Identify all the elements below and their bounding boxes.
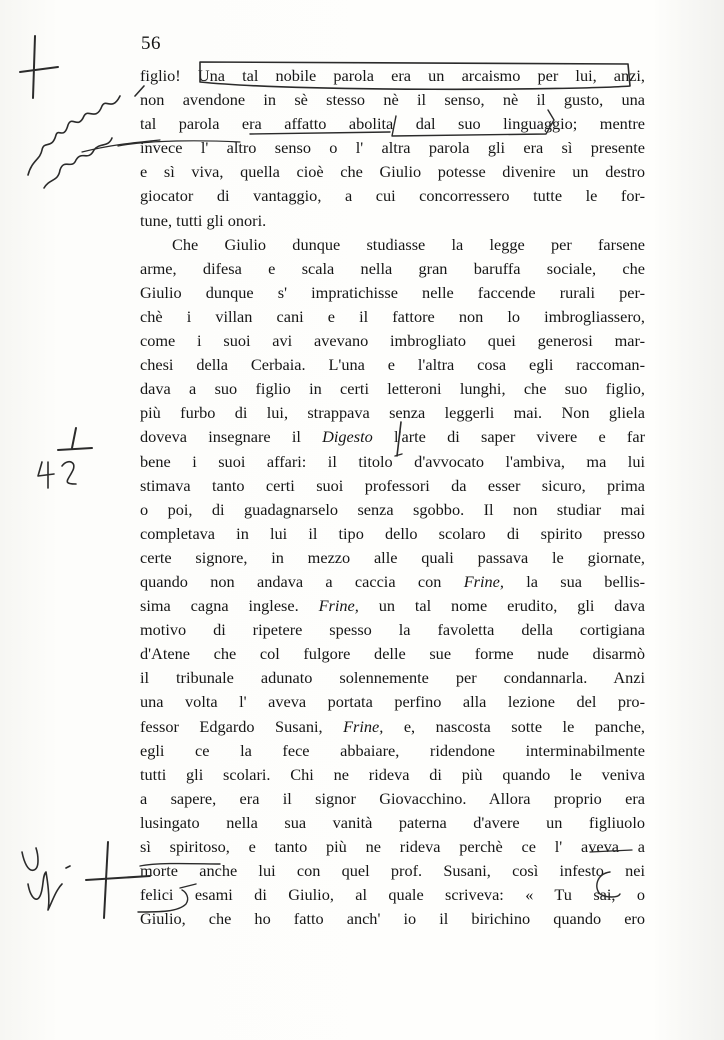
text-line: come i suoi avi avevano imbrogliato quei generosi mar- [140,331,645,351]
text-line: quando non andava a caccia con Frine, la sua bellis- [140,571,646,591]
text-line: bene i suoi affari: il titolo d'avvocato l'ambiva, ma lui [140,451,645,471]
text-line: arme, difesa e scala nella gran baruffa sociale, che [140,258,645,278]
text-line: figlio! Una tal nobile parola era un arcaismo per lui, anzi, [140,66,645,85]
margin-perpendicular-mark [58,428,92,450]
body-text [140,64,645,931]
margin-cross-mark-top-bar [20,67,58,72]
text-line: doveva insegnare il Digesto l'arte di saper vivere e far [140,427,645,447]
text-line: dava a suo figlio in certi letteroni lunghi, che suo figlio, [140,379,645,399]
text-line: egli ce la fece abbaiare, ridendone interminabilmente [140,740,645,760]
margin-scribble-bottom-1 [22,848,38,870]
text-line: motivo di ripetere spesso la favoletta della cortigiana [140,620,645,640]
text-line: Giulio dunque s' impratichisse nelle faccende rurali per- [140,282,645,302]
text-line: fessor Edgardo Susani, Frine, e, nascosta sotte le panche, [140,716,645,736]
margin-scribble-bottom-2 [28,866,70,910]
page-number: 56 [141,33,161,54]
text-line: tal parola era affatto abolita dal suo linguaggio; mentre [140,114,645,134]
text-line: o poi, di guadagnarselo senza sgobbo. Il non studiar mai [140,499,645,519]
margin-note-42 [38,462,76,488]
text-line: non avendone in sè stesso nè il senso, nè il gusto, una [140,90,645,110]
text-line: giocator di vantaggio, a cui concorressero tutte le for- [140,186,645,206]
text-line: a sapere, era il signor Giovacchino. Allora proprio era [140,788,645,808]
margin-scribble-top [28,96,120,175]
text-line: felici esami di Giulio, al quale scriveva: « Tu sai, o [140,885,645,905]
text-line: tune, tutti gli onori. [140,210,267,230]
text-line: sima cagna inglese. Frine, un tal nome erudito, gli dava [140,596,646,616]
text-line: stimava tanto certi suoi professori da esser sicuro, prima [140,475,645,495]
text-line: morte anche lui con quel prof. Susani, così infesto nei [140,861,645,881]
margin-scribble-top-2 [44,138,112,188]
text-line: Giulio, che ho fatto anch' io il birichino quando ero [140,909,645,929]
text-line: d'Atene che col fulgore delle sue forme nude disarmò [140,644,645,664]
margin-cross-mark-bottom [104,842,108,918]
text-line: lusingato nella sua vanità paterna d'avere un figliuolo [140,812,645,832]
text-line: certe signore, in mezzo alle quali passava le giornate, [140,547,645,567]
text-line: chè i villan cani e il fattore non lo imbrogliassero, [140,306,645,326]
text-line: il tribunale adunato solennemente per condannarla. Anzi [140,668,645,688]
text-line: tutti gli scolari. Chi ne rideva di più quando le veniva [140,764,645,784]
text-line: una volta l' aveva portata perfino alla lezione del pro- [140,692,645,712]
margin-cross-mark-top [33,36,35,98]
text-line: e sì viva, quella cioè che Giulio potesse divenire un destro [140,162,645,182]
text-line: chesi della Cerbaia. L'una e l'altra cosa egli raccoman- [140,355,645,375]
text-line: più furbo di lui, strappava senza leggerli mai. Non gliela [140,403,645,423]
text-line: invece l' altro senso o l' altra parola gli era sì presente [140,138,645,158]
text-line: sì spiritoso, e tanto più ne rideva perchè ce l' aveva a [140,837,645,856]
text-line: Che Giulio dunque studiasse la legge per farsene [172,234,645,254]
text-line: completava in lui il tipo dello scolaro di spirito presso [140,523,645,543]
